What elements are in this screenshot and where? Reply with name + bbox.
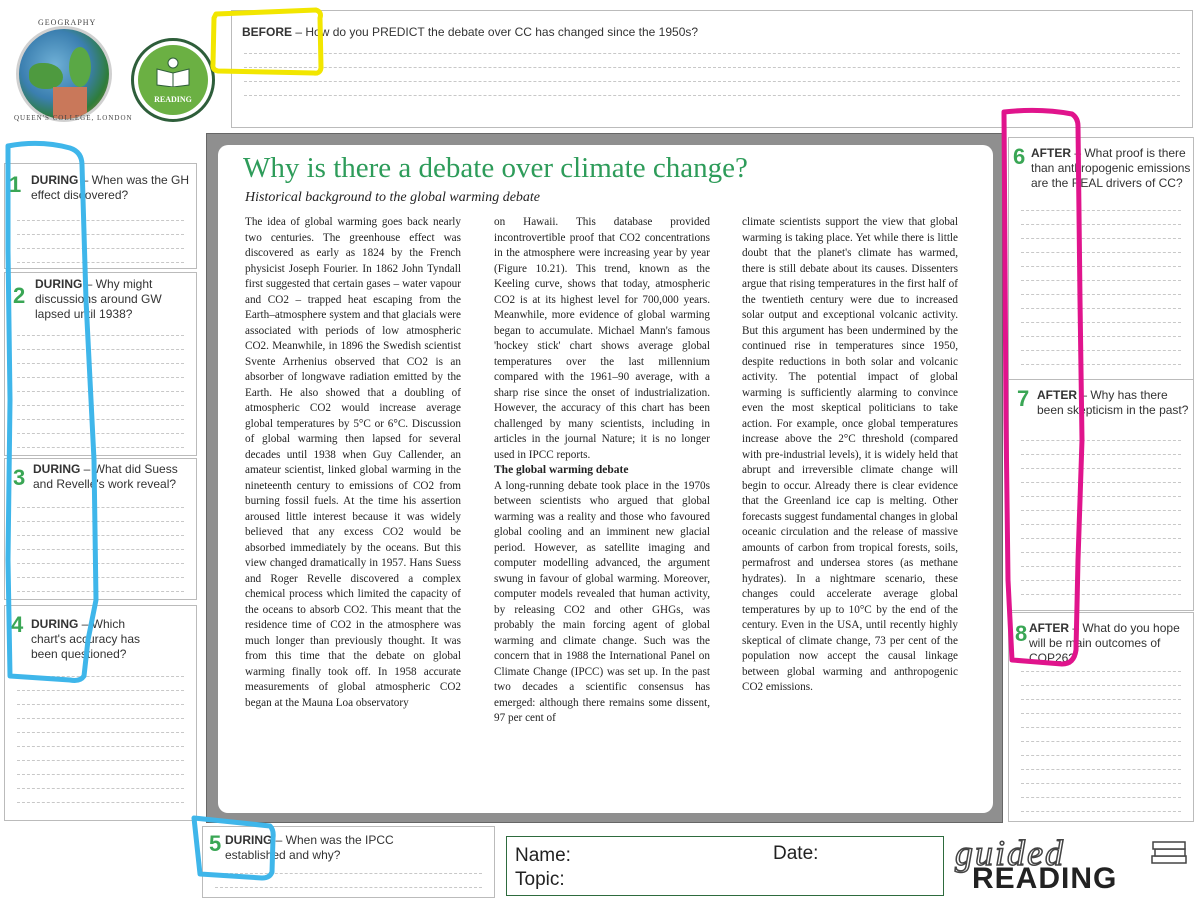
question-number: 2 (13, 283, 26, 308)
article-title: Why is there a debate over climate change? (243, 152, 748, 184)
question-text: DURING – When was the GH effect discovered? (31, 173, 190, 202)
question-text: DURING – What did Suess and Revelle's work reveal? (33, 462, 178, 491)
article-subtitle: Historical background to the global warming debate (245, 190, 541, 205)
geography-logo-bottom-text: QUEEN'S COLLEGE, LONDON (14, 114, 133, 122)
question-number: 7 (1017, 386, 1030, 411)
name-label: Name: (515, 845, 571, 866)
question-number: 5 (209, 831, 222, 856)
article-paragraph: on Hawaii. This database provided incontrovertible proof that CO2 concentrations in the atmosphere were increasing year by year (Figure 10.21). This trend, known as the Keeling curve, shows that today, atmospheric CO2 is at its highest level for 700,000 years. Meanwhile, more evidence of global warming began to accumulate. Michael Mann's famous 'hockey stick' chart shows average global temperatures over the last millennium compared with the 1961–90 average, with a sharp rise since the onset of industrialization. However, the accuracy of this chart has been challenged by many scientists, including in articles in the journal Nature; it is no longer used in IPCC reports. (494, 216, 710, 461)
reading-logo-label: READING (154, 95, 192, 104)
question-text: AFTER – Why has there been skepticism in the past? (1037, 388, 1189, 417)
date-label: Date: (773, 843, 819, 864)
question-text: DURING – Why might discussions around GW lapsed until 1938? (35, 277, 162, 321)
guided-wordmark: guided (955, 833, 1065, 873)
question-text: AFTER – What do you hope will be main outcomes of COP26? (1029, 621, 1180, 665)
blue-highlight-stroke-bottom (194, 818, 273, 878)
question-number: 4 (11, 612, 24, 637)
question-number: 1 (9, 172, 22, 197)
question-number: 8 (1015, 621, 1028, 646)
reading-wordmark: READING (972, 862, 1118, 895)
yellow-highlight-stroke (213, 10, 321, 73)
before-question-text: – How do you PREDICT the debate over CC has changed since the 1950s? (292, 25, 699, 39)
article-section-heading: The global warming debate (494, 464, 629, 476)
topic-label: Topic: (515, 869, 565, 890)
question-number: 6 (1013, 144, 1026, 169)
question-text: DURING – When was the IPCC established and why? (225, 833, 394, 862)
before-label: BEFORE (242, 25, 293, 39)
geography-logo-top-text: GEOGRAPHY (38, 18, 97, 27)
question-number: 3 (13, 465, 26, 490)
magenta-highlight-stroke-right (1004, 110, 1082, 664)
article-paragraph: The idea of global warming goes back nearly two centuries. The greenhouse effect was discovered as early as 1824 by the French physicist Joseph Fourier. In 1862 John Tyndall first suggested that certain gases – water vapour and CO2 – trapped heat escaping from the Earth–atmosphere system and that glacials were associated with periods of low atmospheric CO2. Meanwhile, in 1896 the Swedish scientist Svente Arrhenius observed that CO2 is an absorber of longwave radiation emitted by the Earth. He also showed that a doubling of atmospheric CO2 would increase average global temperatures by 5°C or 6°C. Discussion of global warming then lapsed for several decades until 1938 when Guy Callender, an amateur scientist, linked global warming in the nineteenth century to emissions of CO2 from burning fossil fuels. At the time his assertion aroused little interest because it was widely believed that any excess CO2 would be absorbed immediately by the oceans. But this view changed dramatically in 1957. Hans Suess and Roger Revelle discovered a complex chemical process which limited the capacity of the oceans to absorb CO2. This meant that the residence time of CO2 in the atmosphere was much longer than previously thought. It was from this time that the debate on global warming finally took off. In 1958 accurate measurements of global atmospheric CO2 began at the Mauna Loa observatory (245, 216, 461, 709)
article-paragraph: A long-running debate took place in the 1970s between scientists who argued that global warming was a reality and those who favoured global cooling and an imminent new glacial period. However, as satellite imaging and computer modelling advanced, the argument swung in favour of global warming. Moreover, computer models revealed that human activity, by releasing CO2 and other GHGs, was probably the main forcing agent of global warming and climate change. Such was the concern that in 1988 the International Panel on Climate Change (IPCC) was set up. In the past two decades a scientific consensus has emerged: although there remains some dissent, 97 per cent of (494, 479, 710, 724)
article-paragraph: climate scientists support the view that global warming is taking place. Yet while there is little doubt that the planet's climate has warmed, there is still debate about its causes. Dissenters argue that rising temperatures in the first half of the twentieth century were due to increased solar output and exceptional volcanic activity. But this argument has been undermined by the continued rise in temperatures since 1950, despite reductions in both solar and volcanic activity. The potential impact of global warming is sufficiently alarming to convince even the most skeptical politicians to take action. For example, once global temperatures increase above the 2°C threshold (compared with pre-industrial levels), it is widely held that abrupt and irreversible climate change will begin to occur. Already there is clear evidence that the Greenland ice cap is melting. Other forecasts suggest fundamental changes in global oceanic circulation and the release of massive amounts of carbon from tropical forests, soils, permafrost and undersea stores (as methane hydrates). In a nightmare scenario, these changes could accelerate average global temperatures by up to 10°C by the end of the century. Even in the USA, until recently highly skeptical of climate change, 73 per cent of the population now accept the causal linkage between global warming and anthropogenic CO2 emissions. (742, 216, 958, 693)
question-text: DURING – Which chart's accuracy has been questioned? (31, 617, 141, 661)
question-text: AFTER – What proof is there than anthropogenic emissions are the REAL drivers of CC? (1031, 146, 1191, 190)
blue-highlight-stroke-left (8, 143, 96, 680)
